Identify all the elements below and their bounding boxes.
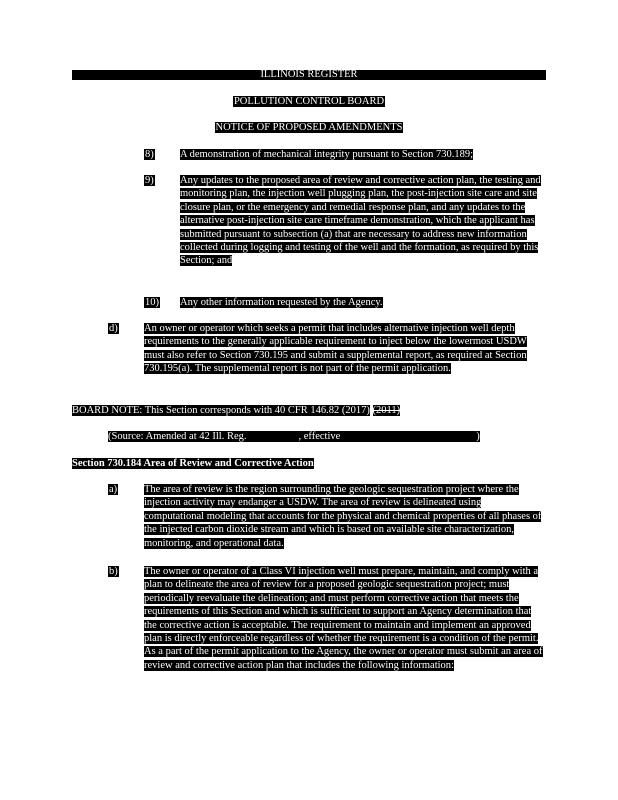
header-title-bar xyxy=(72,70,546,80)
item-8-text: A demonstration of mechanical integrity pursuant to Section 730.189; xyxy=(180,149,474,160)
source-line: (Source: Amended at 42 Ill. Reg. , effective ) xyxy=(108,431,480,442)
subsection-a-text: The area of review is the region surrounding the geologic sequestration project where the injection activity may endanger a USDW. The area of review is delineated using computational modeling that accounts for the physical and chemical properties of all phases of the injected carbon dioxide stream and which is based on available site characterization, monitoring, and operational data. xyxy=(144,484,542,549)
register-title: ILLINOIS REGISTER xyxy=(260,69,358,80)
board-title: POLLUTION CONTROL BOARD xyxy=(233,96,385,107)
section-heading: Section 730.184 Area of Review and Corrective Action xyxy=(72,458,314,469)
notice-title: NOTICE OF PROPOSED AMENDMENTS xyxy=(215,122,403,133)
subsection-b-text: The owner or operator of a Class VI injection well must prepare, maintain, and comply with a plan to delineate the area of review for a proposed geologic sequestration project; must periodically reevaluate the delineation; and must perform corrective action that meets the requirements of this Section and which is sufficient to support an Agency determination that the corrective action is acceptable. The requirement to maintain and implement an approved plan is directly enforceable regardless of whether the requirement is a condition of the permit. As a part of the permit application to the Agency, the owner or operator must submit an area of review and corrective action plan that includes the following information: xyxy=(144,566,543,671)
item-10-number: 10) xyxy=(145,297,159,308)
item-d-label: d) xyxy=(109,323,118,334)
item-8-number: 8) xyxy=(145,149,154,160)
struck-year: (2011) xyxy=(372,405,401,416)
subsection-a-label: a) xyxy=(109,484,118,495)
source-blank-2 xyxy=(340,431,476,442)
item-d-text: An owner or operator which seeks a permit that includes alternative injection well depth requirements to the generally applicable requirement to inject below the lowermost USDW must also refer to Section 730.195 and submit a supplemental report, as required at Section 730.195(a). The supplemental report is not part of the permit application. xyxy=(144,323,527,375)
board-note: BOARD NOTE: This Section corresponds with 40 CFR 146.82 (2017) (2011) xyxy=(72,405,401,416)
item-9-text: Any updates to the proposed area of review and corrective action plan, the testing and monitoring plan, the injection well plugging plan, the post-injection site care and site closure plan, or the emergency and remedial response plan, and any updates to the alternative post-injection site care timeframe demonstration, which the applicant has submitted pursuant to subsection (a) that are necessary to address new information collected during logging and testing of the well and the formation, as required by this Section; and xyxy=(180,175,541,267)
item-10-text: Any other information requested by the Agency. xyxy=(180,297,383,308)
item-9-number: 9) xyxy=(145,175,154,186)
source-blank-1 xyxy=(247,431,299,442)
subsection-b-label: b) xyxy=(109,566,118,577)
